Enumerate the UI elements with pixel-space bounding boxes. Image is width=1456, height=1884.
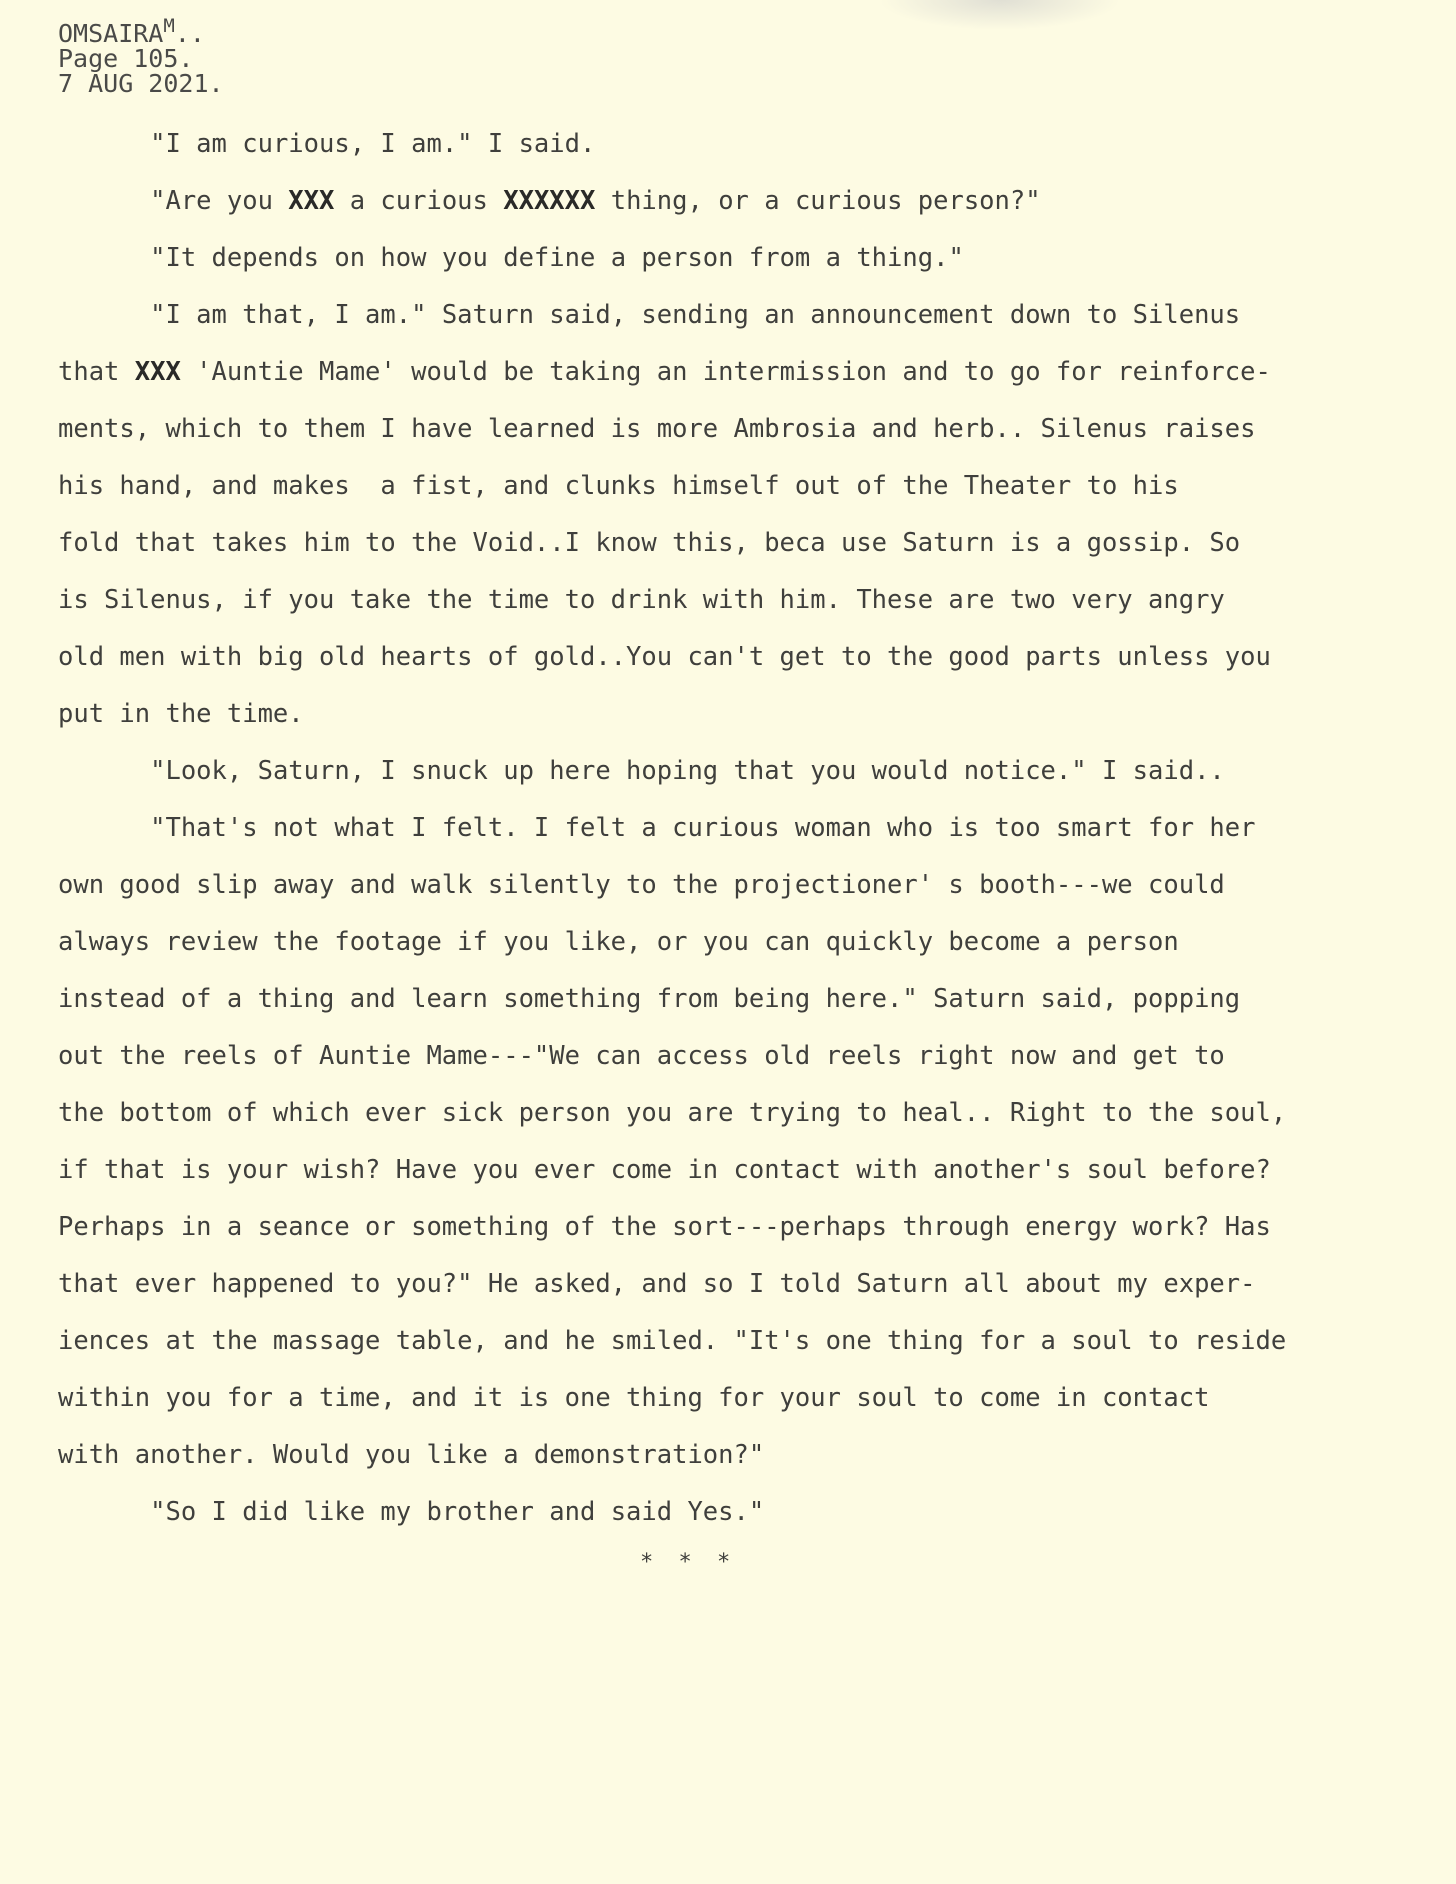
text-segment: a curious <box>334 186 504 216</box>
page-number: Page 105. <box>58 44 194 73</box>
text-line <box>58 344 1438 401</box>
text-segment: "I am that, I am." Saturn said, sending an announcement down to Silenus <box>150 300 1241 330</box>
text-line <box>58 401 1438 458</box>
text-line <box>58 1085 1438 1142</box>
text-line <box>58 1028 1438 1085</box>
section-separator: * * * <box>640 1550 737 1575</box>
text-segment: iences at the massage table, and he smiled. "It's one thing for a soul to reside <box>58 1326 1287 1356</box>
text-line <box>58 572 1438 629</box>
text-line <box>58 971 1438 1028</box>
text-line <box>58 1484 1438 1541</box>
text-segment: is Silenus, if you take the time to drink with him. These are two very angry <box>58 585 1225 615</box>
text-line <box>58 1256 1438 1313</box>
text-line <box>58 629 1438 686</box>
text-line <box>58 515 1438 572</box>
author-line <box>58 14 224 46</box>
text-line <box>58 800 1438 857</box>
text-segment: out the reels of Auntie Mame---"We can access old reels right now and get to <box>58 1041 1225 1071</box>
text-segment: "I am curious, I am." I said. <box>150 129 596 159</box>
text-segment: within you for a time, and it is one thing for your soul to come in contact <box>58 1383 1210 1413</box>
text-segment: put in the time. <box>58 699 304 729</box>
text-segment: Perhaps in a seance or something of the sort---perhaps through energy work? Has <box>58 1212 1271 1242</box>
text-line <box>58 230 1438 287</box>
text-line <box>58 173 1438 230</box>
text-line <box>58 1142 1438 1199</box>
text-line <box>58 1199 1438 1256</box>
page-header <box>58 14 224 96</box>
author-superscript: M <box>163 15 175 37</box>
text-segment: if that is your wish? Have you ever come in contact with another's soul before? <box>58 1155 1271 1185</box>
text-segment: "That's not what I felt. I felt a curious woman who is too smart for her <box>150 813 1256 843</box>
text-segment: fold that takes him to the Void..I know this, beca use Saturn is a gossip. So <box>58 528 1241 558</box>
text-segment: his hand, and makes a fist, and clunks himself out of the Theater to his <box>58 471 1179 501</box>
text-line <box>58 1313 1438 1370</box>
text-line <box>58 1370 1438 1427</box>
text-segment: "It depends on how you define a person from a thing." <box>150 243 964 273</box>
body-text <box>58 116 1438 1541</box>
text-segment: "Look, Saturn, I snuck up here hoping that you would notice." I said.. <box>150 756 1225 786</box>
author-name: OMSAIRA <box>58 19 164 48</box>
struck-out-text: XXX <box>288 186 335 216</box>
text-line <box>58 1427 1438 1484</box>
text-segment: "So I did like my brother and said Yes." <box>150 1497 765 1527</box>
text-segment: "Are you <box>150 186 289 216</box>
text-line <box>58 914 1438 971</box>
text-line <box>58 458 1438 515</box>
text-segment: that <box>58 357 135 387</box>
text-segment: ments, which to them I have learned is more Ambrosia and herb.. Silenus raises <box>58 414 1256 444</box>
text-segment: always review the footage if you like, or you can quickly become a person <box>58 927 1179 957</box>
text-line <box>58 116 1438 173</box>
text-line <box>58 287 1438 344</box>
text-segment: own good slip away and walk silently to the projectioner' s booth---we could <box>58 870 1225 900</box>
struck-out-text: XXX <box>134 357 181 387</box>
text-line <box>58 857 1438 914</box>
date-line: 7 AUG 2021. <box>58 69 224 98</box>
text-segment: instead of a thing and learn something from being here." Saturn said, popping <box>58 984 1241 1014</box>
text-segment: the bottom of which ever sick person you are trying to heal.. Right to the soul, <box>58 1098 1287 1128</box>
text-line <box>58 743 1438 800</box>
author-suffix: .. <box>174 19 205 48</box>
text-segment: with another. Would you like a demonstration?" <box>58 1440 765 1470</box>
text-segment: old men with big old hearts of gold..You can't get to the good parts unless you <box>58 642 1271 672</box>
text-segment: 'Auntie Mame' would be taking an intermission and to go for reinforce- <box>180 357 1271 387</box>
text-line <box>58 686 1438 743</box>
struck-out-text: XXXXXX <box>503 186 596 216</box>
text-segment: that ever happened to you?" He asked, and so I told Saturn all about my exper- <box>58 1269 1256 1299</box>
text-segment: thing, or a curious person?" <box>595 186 1041 216</box>
